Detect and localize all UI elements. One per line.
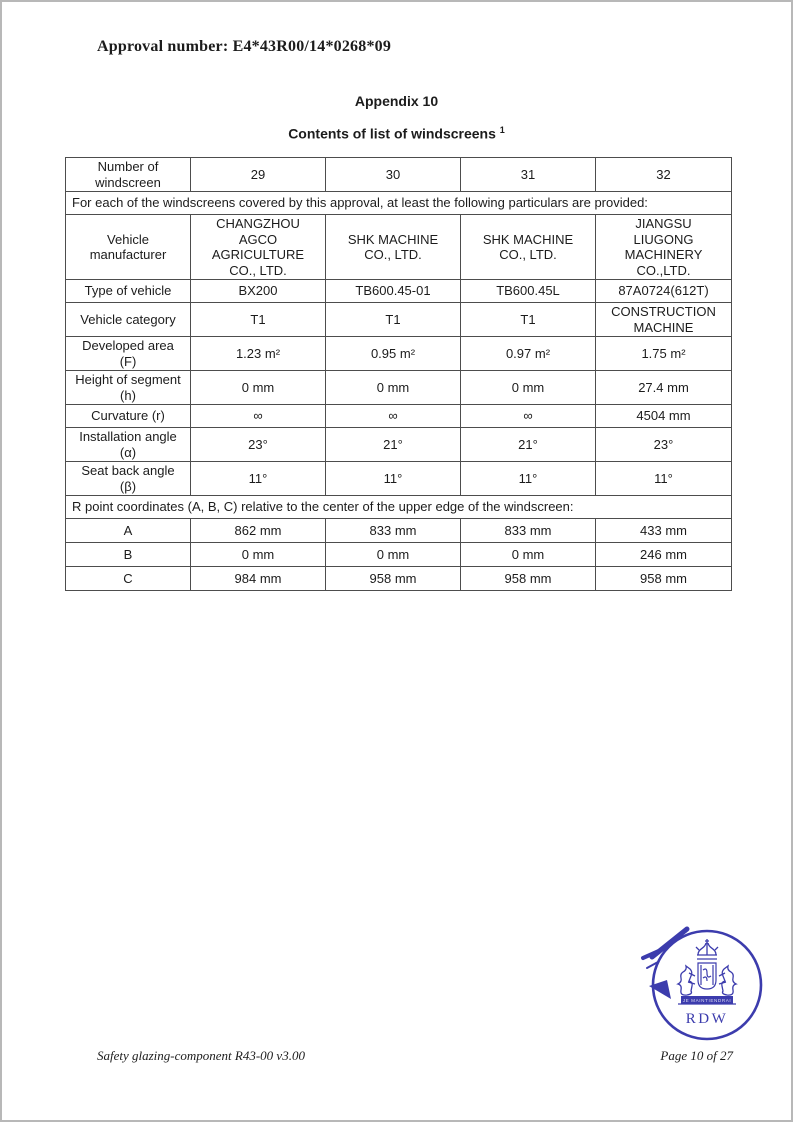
cell: 11° [326,462,461,496]
table-row [66,543,732,567]
table-row [66,567,732,591]
page-title [2,125,791,142]
table-row [66,519,732,543]
table-row [66,337,732,371]
cell: 433 mm [596,519,732,543]
cell: 246 mm [596,543,732,567]
table-row [66,215,732,280]
table-row [66,371,732,405]
cell: ∞ [461,405,596,428]
cell: 0.95 m² [326,337,461,371]
row-label: Height of segment (h) [66,371,191,405]
cell: 21° [461,428,596,462]
cell: 958 mm [326,567,461,591]
row-label: C [66,567,191,591]
table-header-row [66,158,732,192]
cell: 0 mm [326,371,461,405]
approval-number-line [97,38,391,56]
table-row [66,280,732,303]
cell: TB600.45-01 [326,280,461,303]
cell: TB600.45L [461,280,596,303]
rdw-stamp-icon [637,920,772,1055]
cell: 0.97 m² [461,337,596,371]
cell: 0 mm [461,543,596,567]
row-label: Vehicle manufacturer [66,215,191,280]
cell: 833 mm [326,519,461,543]
cell: SHK MACHINE CO., LTD. [461,215,596,280]
r-point-row-text: R point coordinates (A, B, C) relative to the center of the upper edge of the windscreen: [66,496,732,519]
row-label: Vehicle category [66,303,191,337]
cell: 1.75 m² [596,337,732,371]
cell: 0 mm [191,543,326,567]
intro-row-text: For each of the windscreens covered by this approval, at least the following particulars are provided: [66,192,732,215]
cell: CHANGZHOU AGCO AGRICULTURE CO., LTD. [191,215,326,280]
cell: 23° [191,428,326,462]
row-label: B [66,543,191,567]
approval-number-label: Approval number: [97,38,229,55]
cell: 1.23 m² [191,337,326,371]
appendix-title: Appendix 10 [354,93,439,109]
row-label: Developed area (F) [66,337,191,371]
cell: T1 [326,303,461,337]
cell: 833 mm [461,519,596,543]
cell: 862 mm [191,519,326,543]
row-label: A [66,519,191,543]
cell: ∞ [191,405,326,428]
footer-page-number: Page 10 of 27 [660,1048,733,1063]
header-cell-30: 30 [326,158,461,192]
row-label: Curvature (r) [66,405,191,428]
cell: 87A0724(612T) [596,280,732,303]
cell: 21° [326,428,461,462]
cell: 0 mm [326,543,461,567]
row-label: Seat back angle (β) [66,462,191,496]
row-label: Installation angle (α) [66,428,191,462]
intro-row [66,192,732,215]
cell: CONSTRUCTION MACHINE [596,303,732,337]
cell: 984 mm [191,567,326,591]
cell: ∞ [326,405,461,428]
page-title-text: Contents of list of windscreens [288,125,496,142]
stamp-motto: JE MAINTIENDRAI [682,998,732,1003]
table-row [66,405,732,428]
cell: 0 mm [461,371,596,405]
header-cell-29: 29 [191,158,326,192]
header-label-cell: Number of windscreen [66,158,191,192]
approval-number-value: E4*43R00/14*0268*09 [232,38,392,55]
table-row [66,462,732,496]
cell: 11° [191,462,326,496]
header-cell-31: 31 [461,158,596,192]
cell: 958 mm [596,567,732,591]
cell: T1 [191,303,326,337]
r-point-row [66,496,732,519]
cell: 27.4 mm [596,371,732,405]
footnote-marker: 1 [499,125,505,135]
table-row [66,428,732,462]
cell: BX200 [191,280,326,303]
cell: JIANGSU LIUGONG MACHINERY CO.,LTD. [596,215,732,280]
row-label: Type of vehicle [66,280,191,303]
header-cell-32: 32 [596,158,732,192]
footer-document-name: Safety glazing-component R43-00 v3.00 [97,1048,305,1063]
cell: 958 mm [461,567,596,591]
cell: T1 [461,303,596,337]
cell: 4504 mm [596,405,732,428]
cell: SHK MACHINE CO., LTD. [326,215,461,280]
cell: 11° [461,462,596,496]
windscreen-table [65,157,732,591]
stamp-org: RDW [685,1011,729,1027]
table-row [66,303,732,337]
cell: 0 mm [191,371,326,405]
cell: 11° [596,462,732,496]
cell: 23° [596,428,732,462]
